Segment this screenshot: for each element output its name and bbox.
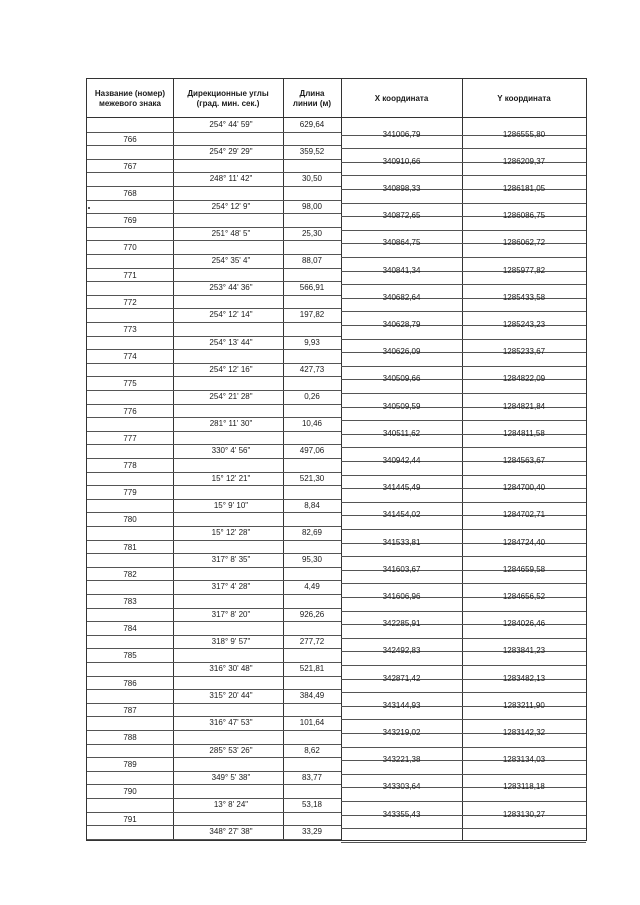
row-divider <box>87 621 173 622</box>
row-divider <box>87 458 173 459</box>
y-coordinate: 1283211,90 <box>503 700 545 710</box>
scan-speck <box>88 207 90 209</box>
row-divider <box>87 567 173 568</box>
row-divider <box>173 132 341 133</box>
row-divider <box>341 611 586 612</box>
row-divider <box>341 828 586 829</box>
point-name: 767 <box>123 161 137 171</box>
line-length: 8,84 <box>304 500 320 510</box>
direction-angle: 15° 12' 28" <box>211 528 251 537</box>
row-divider <box>173 417 341 418</box>
row-divider <box>87 771 173 772</box>
row-divider <box>341 719 586 720</box>
line-length: 95,30 <box>301 555 323 565</box>
row-divider <box>173 703 341 704</box>
row-divider <box>173 308 341 309</box>
x-coordinate: 341603,67 <box>382 564 421 574</box>
row-divider <box>173 159 341 160</box>
line-length: 629,64 <box>299 120 325 129</box>
row-divider <box>87 689 173 690</box>
row-divider <box>87 132 173 133</box>
point-name: 766 <box>123 134 137 144</box>
row-divider <box>173 812 341 813</box>
row-divider <box>173 363 341 364</box>
line-length: 0,26 <box>304 392 320 401</box>
row-divider <box>341 420 586 421</box>
line-length: 521,81 <box>299 664 325 673</box>
row-divider <box>341 529 586 530</box>
row-divider <box>173 662 341 663</box>
y-coordinate: 1284702,71 <box>502 510 546 520</box>
y-coordinate: 1286086,75 <box>502 211 546 221</box>
header-line-length: Длина линии (м) <box>292 88 332 108</box>
row-divider <box>173 227 341 228</box>
direction-angle: 254° 13' 44" <box>209 337 253 347</box>
y-coordinate: 1284563,67 <box>502 456 546 465</box>
x-coordinate: 340841,34 <box>382 265 421 275</box>
row-divider <box>173 213 341 214</box>
row-divider <box>87 444 173 445</box>
row-divider <box>87 240 173 241</box>
point-name: 770 <box>123 243 137 253</box>
row-divider <box>173 798 341 799</box>
point-name: 768 <box>123 189 137 198</box>
row-divider <box>87 784 173 785</box>
row-divider <box>173 472 341 473</box>
point-name: 790 <box>123 787 137 797</box>
point-name: 775 <box>123 379 137 389</box>
row-divider <box>341 556 586 557</box>
direction-angle: 254° 21' 28" <box>209 392 253 401</box>
row-divider <box>341 583 586 584</box>
row-divider <box>341 502 586 503</box>
direction-angle: 253° 44' 36" <box>209 283 253 293</box>
row-divider <box>87 635 173 636</box>
row-divider <box>87 336 173 337</box>
y-coordinate: 1284724,40 <box>502 537 546 547</box>
row-divider <box>173 485 341 486</box>
row-divider <box>173 825 341 826</box>
x-coordinate: 340509,59 <box>382 401 421 411</box>
x-coordinate: 343303,64 <box>382 782 421 792</box>
point-name: 777 <box>123 433 137 443</box>
point-name: 780 <box>123 515 137 525</box>
row-divider <box>87 308 173 309</box>
direction-angle: 316° 47' 53" <box>209 718 253 728</box>
row-divider <box>173 349 341 350</box>
x-coordinate: 343355,43 <box>382 809 421 819</box>
point-name: 774 <box>123 352 137 362</box>
x-coordinate: 341454,02 <box>382 510 421 520</box>
row-divider <box>87 499 173 500</box>
point-name: 791 <box>123 814 137 824</box>
x-coordinate: 340509,66 <box>382 374 421 384</box>
line-length: 8,62 <box>304 745 320 755</box>
row-divider <box>173 404 341 405</box>
x-coordinate: 340626,09 <box>382 347 421 357</box>
row-divider <box>341 692 586 693</box>
row-divider <box>87 703 173 704</box>
direction-angle: 254° 12' 14" <box>209 310 253 320</box>
y-coordinate: 1285977,82 <box>502 265 546 275</box>
row-divider <box>173 540 341 541</box>
direction-angle: 254° 12' 16" <box>209 364 253 374</box>
row-divider <box>173 567 341 568</box>
row-divider <box>173 635 341 636</box>
row-divider <box>87 417 173 418</box>
row-divider <box>87 526 173 527</box>
row-divider <box>173 281 341 282</box>
y-coordinate: 1283130,27 <box>502 809 546 819</box>
row-divider <box>87 227 173 228</box>
x-coordinate: 342492,83 <box>382 646 421 656</box>
x-coordinate: 343144,93 <box>382 700 421 710</box>
row-divider <box>87 363 173 364</box>
row-divider <box>87 213 173 214</box>
point-name: 787 <box>123 705 137 715</box>
line-length: 926,26 <box>299 609 325 619</box>
column-divider <box>283 78 284 840</box>
point-name: 785 <box>123 651 137 661</box>
line-length: 359,52 <box>299 147 325 157</box>
row-divider <box>87 662 173 663</box>
row-divider <box>173 608 341 609</box>
line-length: 33,29 <box>301 827 323 837</box>
row-divider <box>173 172 341 173</box>
row-divider <box>173 512 341 513</box>
x-coordinate: 340628,79 <box>382 320 421 329</box>
direction-angle: 254° 44' 59" <box>209 120 253 129</box>
row-divider <box>173 676 341 677</box>
row-divider <box>341 447 586 448</box>
row-divider <box>173 580 341 581</box>
point-name: 779 <box>123 488 137 498</box>
direction-angle: 15° 12' 21" <box>211 473 251 483</box>
direction-angle: 254° 29' 29" <box>209 147 253 157</box>
row-divider <box>87 268 173 269</box>
row-divider <box>173 730 341 731</box>
direction-angle: 13° 8' 24" <box>213 800 249 809</box>
row-divider <box>87 812 173 813</box>
row-divider <box>173 254 341 255</box>
y-coordinate: 1285433,58 <box>502 292 546 302</box>
row-divider <box>87 730 173 731</box>
line-length: 4,49 <box>304 582 320 592</box>
direction-angle: 281° 11' 30" <box>209 419 253 429</box>
line-length: 9,93 <box>304 337 320 347</box>
y-coordinate: 1284659,58 <box>502 564 546 574</box>
line-length: 98,00 <box>301 201 323 211</box>
row-divider <box>173 757 341 758</box>
x-coordinate: 341445,49 <box>382 483 421 493</box>
x-coordinate: 341533,81 <box>382 537 421 547</box>
row-divider <box>173 376 341 377</box>
x-coordinate: 343221,38 <box>382 755 421 765</box>
row-divider <box>87 648 173 649</box>
row-divider <box>341 366 586 367</box>
header-y-coordinate: Y координата <box>497 93 551 103</box>
row-divider <box>173 145 341 146</box>
point-name: 776 <box>123 406 137 416</box>
direction-angle: 317° 8' 35" <box>211 555 251 565</box>
row-divider <box>173 621 341 622</box>
x-coordinate: 340872,65 <box>382 211 421 221</box>
row-divider <box>341 257 586 258</box>
y-coordinate: 1284811,58 <box>503 428 545 438</box>
row-divider <box>341 638 586 639</box>
point-name: 772 <box>123 297 137 307</box>
row-divider <box>87 798 173 799</box>
row-divider <box>173 594 341 595</box>
y-coordinate: 1284700,40 <box>502 483 546 493</box>
row-divider <box>341 393 586 394</box>
y-coordinate: 1286062,72 <box>502 238 546 248</box>
direction-angle: 254° 35' 4" <box>211 256 251 265</box>
header-direction-angle: Дирекционные углы (град. мин. сек.) <box>187 88 269 108</box>
row-divider <box>87 485 173 486</box>
row-divider <box>173 431 341 432</box>
line-length: 277,72 <box>299 636 325 646</box>
row-divider <box>341 475 586 476</box>
y-coordinate: 1286209,37 <box>502 156 546 166</box>
point-name: 773 <box>123 325 137 334</box>
row-divider <box>173 295 341 296</box>
row-divider <box>87 580 173 581</box>
row-divider <box>87 390 173 391</box>
row-divider <box>173 200 341 201</box>
point-name: 778 <box>123 461 137 470</box>
row-divider <box>87 839 173 840</box>
row-divider <box>173 553 341 554</box>
row-divider <box>87 295 173 296</box>
row-divider <box>173 784 341 785</box>
line-length: 384,49 <box>299 691 325 701</box>
row-divider <box>87 376 173 377</box>
line-length: 197,82 <box>299 310 325 320</box>
table-header <box>87 78 586 118</box>
x-coordinate: 340864,75 <box>382 238 421 248</box>
direction-angle: 285° 53' 26" <box>209 745 253 755</box>
row-divider <box>341 230 586 231</box>
x-coordinate: 340898,33 <box>382 184 421 193</box>
row-divider <box>173 268 341 269</box>
point-name: 784 <box>123 624 137 634</box>
row-divider <box>87 281 173 282</box>
row-divider <box>341 665 586 666</box>
x-coordinate: 340682,64 <box>382 292 421 302</box>
row-divider <box>87 540 173 541</box>
row-divider <box>173 771 341 772</box>
row-divider <box>341 148 586 149</box>
row-divider <box>173 336 341 337</box>
row-divider <box>87 322 173 323</box>
row-divider <box>173 744 341 745</box>
direction-angle: 315° 20' 44" <box>209 691 253 701</box>
direction-angle: 330° 4' 56" <box>211 446 251 456</box>
point-name: 769 <box>123 216 137 226</box>
header-x-coordinate: X координата <box>374 93 429 103</box>
line-length: 53,18 <box>301 800 323 809</box>
x-coordinate: 340910,66 <box>382 156 421 166</box>
point-name: 788 <box>123 733 137 742</box>
direction-angle: 15° 9' 10" <box>213 500 249 510</box>
y-coordinate: 1283482,13 <box>502 673 546 683</box>
row-divider <box>87 512 173 513</box>
row-divider <box>173 240 341 241</box>
row-divider <box>173 716 341 717</box>
row-divider <box>87 744 173 745</box>
row-divider <box>341 311 586 312</box>
point-name: 789 <box>123 760 137 770</box>
boundary-coordinates-table <box>86 78 587 841</box>
column-divider <box>173 78 174 840</box>
row-divider <box>341 801 586 802</box>
row-divider <box>87 186 173 187</box>
y-coordinate: 1283142,32 <box>502 728 546 737</box>
row-divider <box>87 594 173 595</box>
line-length: 30,50 <box>301 174 323 184</box>
x-coordinate: 340942,44 <box>382 456 421 465</box>
row-divider <box>87 716 173 717</box>
y-coordinate: 1284821,84 <box>502 401 546 411</box>
row-divider <box>87 825 173 826</box>
x-coordinate: 342285,91 <box>382 619 421 629</box>
y-coordinate: 1283841,23 <box>502 646 546 656</box>
row-divider <box>173 444 341 445</box>
y-coordinate: 1286555,80 <box>502 129 546 139</box>
y-coordinate: 1286181,05 <box>502 184 546 193</box>
row-divider <box>173 648 341 649</box>
row-divider <box>87 431 173 432</box>
y-coordinate: 1284822,09 <box>502 374 546 384</box>
x-coordinate: 341006,79 <box>382 129 421 139</box>
row-divider <box>341 284 586 285</box>
point-name: 786 <box>123 678 137 688</box>
row-divider <box>87 553 173 554</box>
row-divider <box>87 200 173 201</box>
line-length: 25,30 <box>301 228 323 238</box>
point-name: 782 <box>123 569 137 579</box>
y-coordinate: 1284656,52 <box>502 592 546 601</box>
y-coordinate: 1285233,67 <box>502 347 546 357</box>
point-name: 771 <box>123 270 137 280</box>
line-length: 521,30 <box>299 473 325 483</box>
direction-angle: 317° 8' 20" <box>211 609 251 619</box>
line-length: 427,73 <box>299 364 325 374</box>
row-divider <box>87 608 173 609</box>
x-coordinate: 340511,62 <box>382 428 421 438</box>
header-point-name: Название (номер) межевого знака <box>94 88 166 108</box>
row-divider <box>87 254 173 255</box>
direction-angle: 316° 30' 48" <box>209 664 253 673</box>
direction-angle: 349° 5' 38" <box>211 772 251 782</box>
point-name: 783 <box>123 597 137 606</box>
row-divider <box>341 175 586 176</box>
row-divider <box>173 322 341 323</box>
direction-angle: 248° 11' 42" <box>209 174 253 184</box>
row-divider <box>341 203 586 204</box>
row-divider <box>87 145 173 146</box>
line-length: 497,06 <box>299 446 325 456</box>
row-divider <box>87 757 173 758</box>
direction-angle: 251° 48' 5" <box>211 228 251 238</box>
row-divider <box>173 390 341 391</box>
y-coordinate: 1283134,03 <box>502 755 546 765</box>
point-name: 781 <box>123 542 137 552</box>
row-divider <box>341 774 586 775</box>
direction-angle: 348° 27' 38" <box>209 827 253 837</box>
row-divider <box>173 689 341 690</box>
row-divider <box>173 526 341 527</box>
row-divider <box>173 458 341 459</box>
x-coordinate: 343219,02 <box>382 728 421 737</box>
row-divider <box>87 676 173 677</box>
line-length: 10,46 <box>301 419 323 429</box>
line-length: 82,69 <box>301 528 323 537</box>
x-coordinate: 341606,96 <box>382 592 421 601</box>
row-divider <box>341 339 586 340</box>
row-divider <box>87 472 173 473</box>
row-divider <box>87 404 173 405</box>
x-coordinate: 342871,42 <box>382 673 421 683</box>
row-divider <box>87 349 173 350</box>
line-length: 88,07 <box>301 256 323 265</box>
y-coordinate: 1285243,23 <box>502 320 546 329</box>
line-length: 101,64 <box>299 718 325 728</box>
y-coordinate: 1283118,18 <box>503 782 545 792</box>
direction-angle: 254° 12' 9" <box>211 201 251 211</box>
y-coordinate: 1284026,46 <box>502 619 546 629</box>
row-divider <box>87 172 173 173</box>
row-divider <box>87 159 173 160</box>
direction-angle: 318° 9' 57" <box>211 636 251 646</box>
line-length: 83,77 <box>301 772 323 782</box>
row-divider <box>341 747 586 748</box>
row-divider <box>173 839 341 840</box>
row-divider <box>341 842 586 843</box>
direction-angle: 317° 4' 28" <box>211 582 251 592</box>
row-divider <box>173 499 341 500</box>
row-divider <box>173 186 341 187</box>
line-length: 566,91 <box>299 283 325 293</box>
